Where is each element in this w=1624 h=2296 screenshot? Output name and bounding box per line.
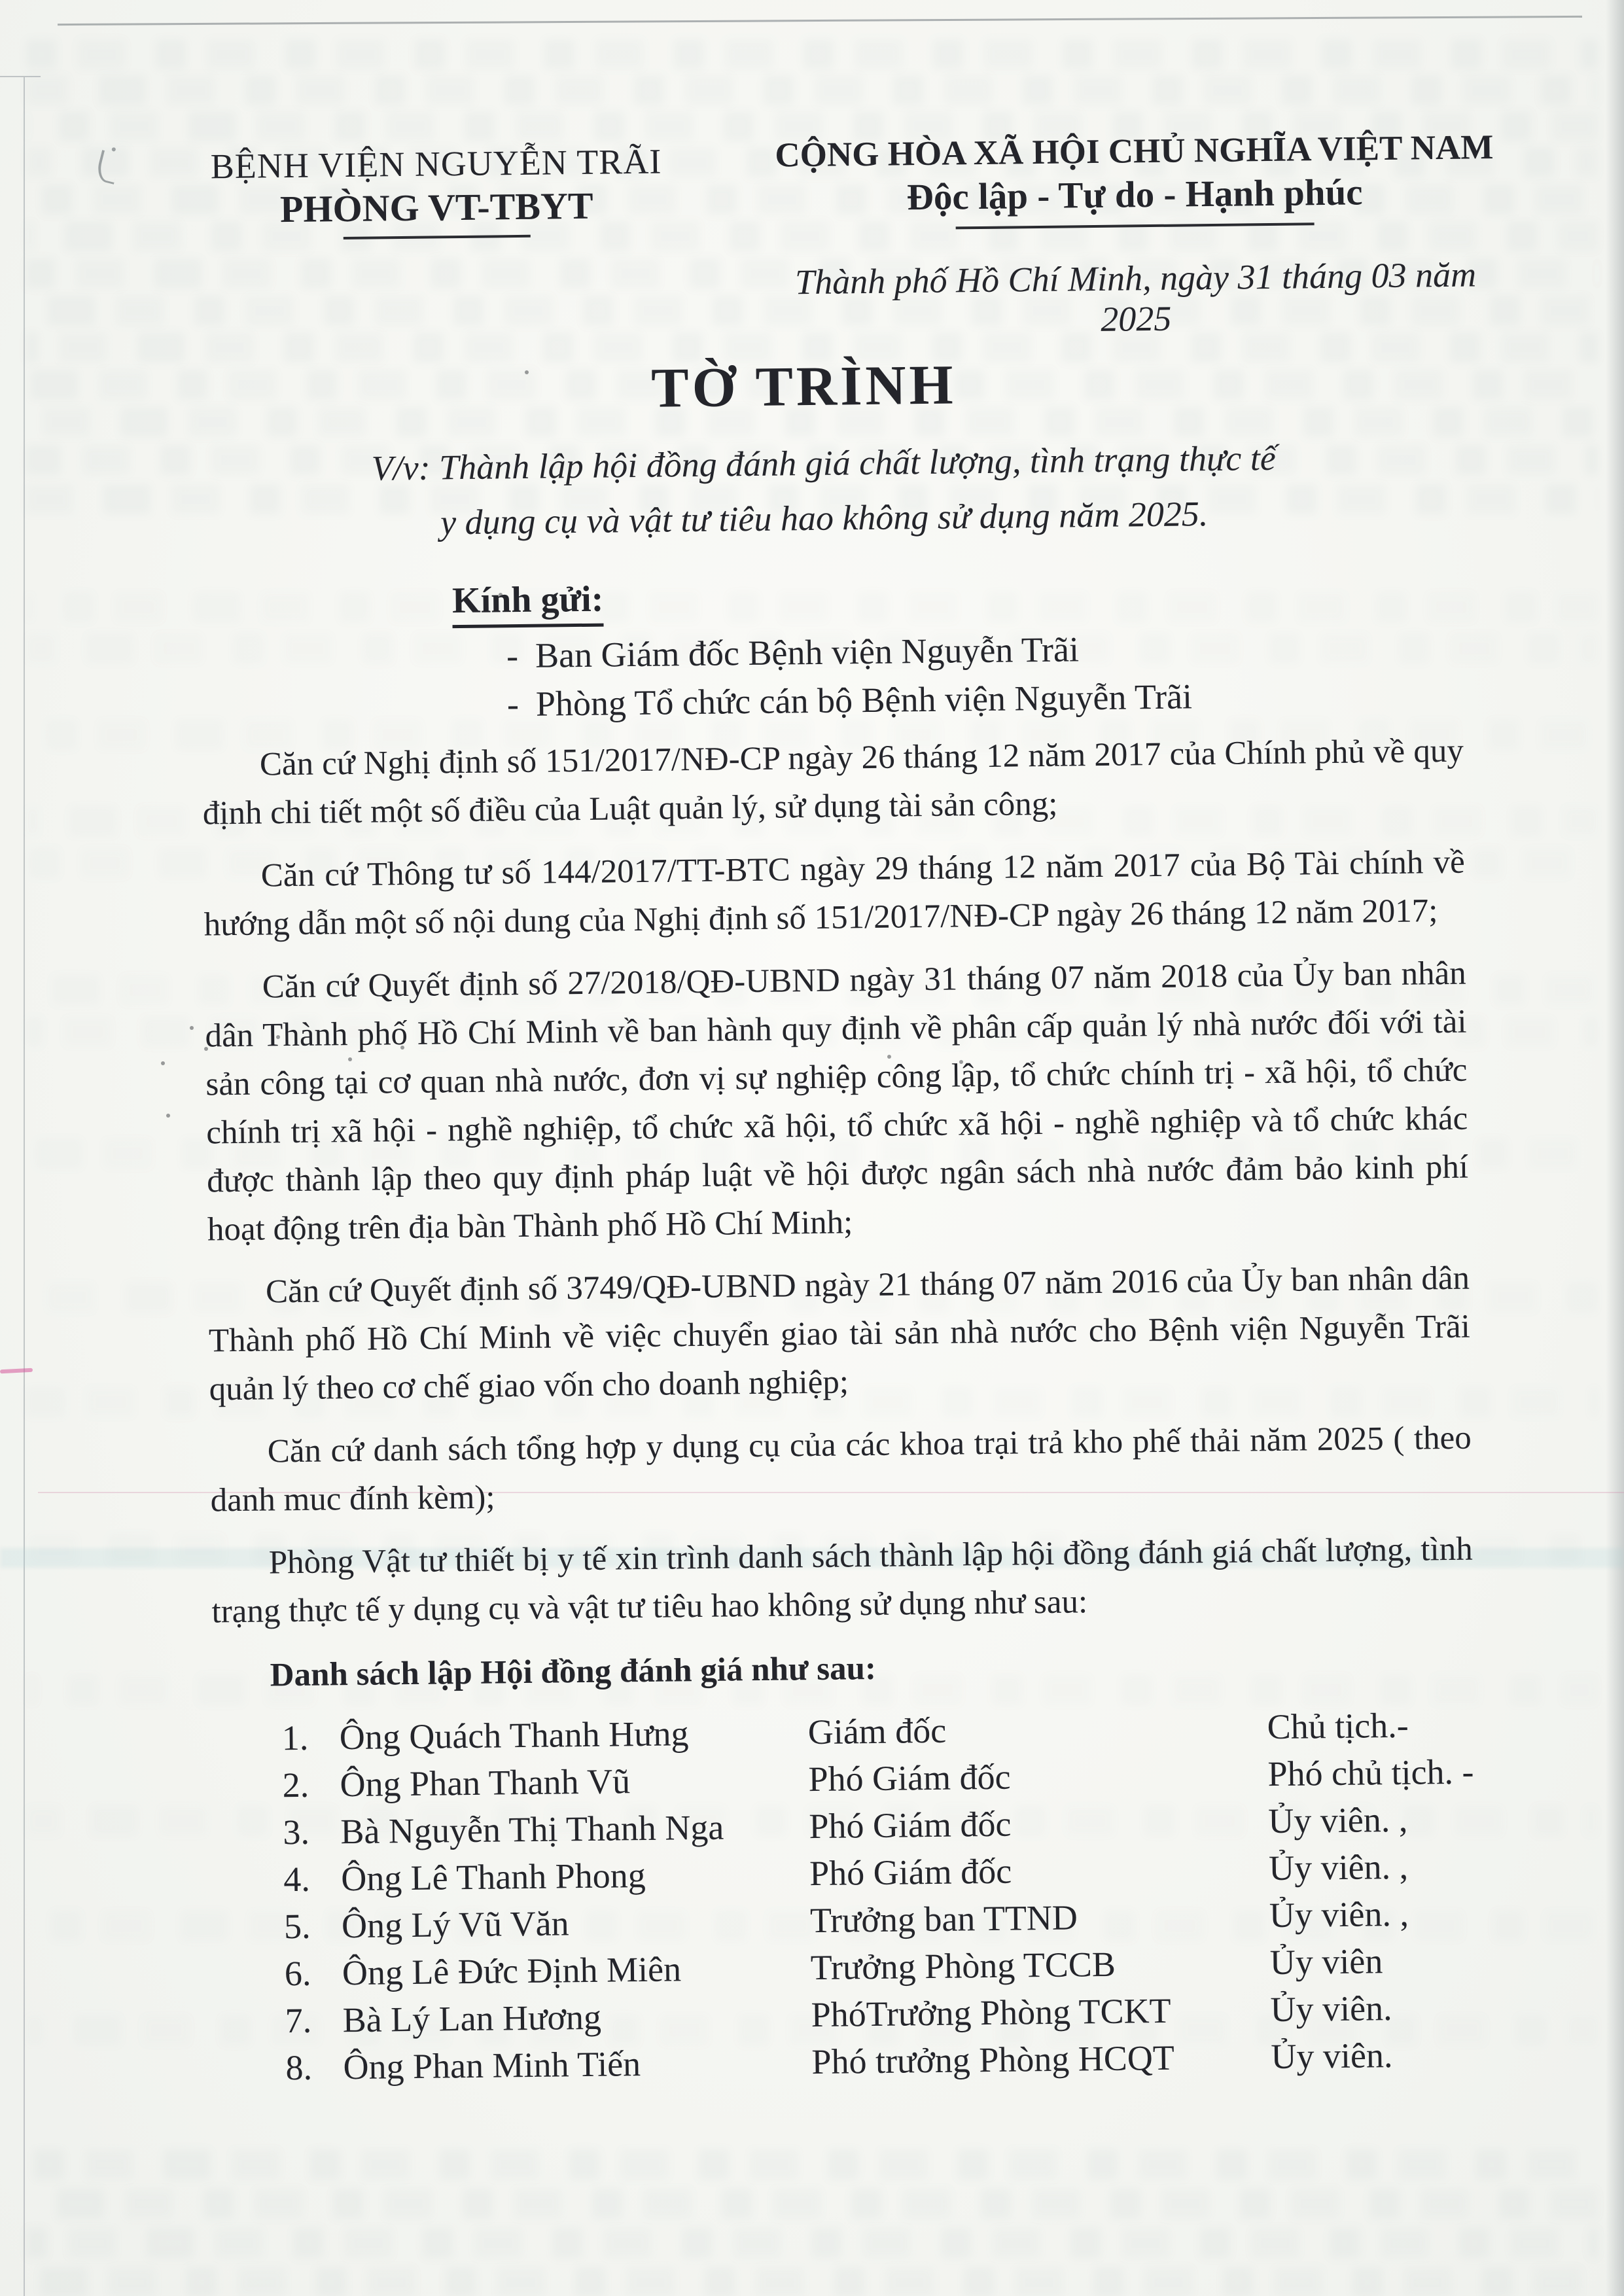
member-title: Trưởng Phòng TCCB [810,1944,1116,1988]
member-role: Ủy viên. , [1269,1894,1409,1935]
member-name: Ông Phan Minh Tiến [343,2044,641,2087]
member-role: Ủy viên. [1270,1988,1392,2030]
member-name: Ông Quách Thanh Hưng [339,1714,689,1757]
legal-basis-paragraph: Căn cứ Nghị định số 151/2017/NĐ-CP ngày 26 tháng 12 năm 2017 của Chính phủ về quy định chi tiết một số điều của Luật quản lý, sử dụng tài sản công; [202,732,1464,832]
issuing-org-block [205,140,668,241]
member-role: Ủy viên [1269,1941,1383,1983]
motto-underline [956,222,1315,229]
member-name: Ông Lý Vũ Văn [341,1903,569,1946]
subject-block [267,429,1381,552]
subject-line-2: y dụng cụ và vật tư tiêu hao không sử dụng năm 2025. [440,494,1209,542]
member-role: Ủy viên. [1271,2036,1393,2077]
member-no: 6. [284,1953,311,1994]
recipient-item [506,625,1192,679]
member-role: Chủ tịch.- [1267,1705,1409,1747]
member-no: 7. [285,2000,312,2041]
proposal-paragraph: Phòng Vật tư thiết bị y tế xin trình danh sách thành lập hội đồng đánh giá chất lượng, tình trạng thực tế y dụng cụ và vật tư tiêu hao không sử dụng như sau: [211,1530,1473,1631]
bullet-dash: - [506,684,520,724]
member-title: Phó Giám đốc [808,1757,1011,1799]
member-name: Bà Nguyễn Thị Thanh Nga [340,1807,724,1852]
member-name: Ông Phan Thanh Vũ [340,1761,631,1805]
member-title: Trưởng ban TTND [809,1898,1078,1941]
recipient-name: Phòng Tổ chức cán bộ Bệnh viện Nguyễn Trãi [535,677,1193,724]
legal-basis-paragraph: Căn cứ Quyết định số 27/2018/QĐ-UBND ngày 31 tháng 07 năm 2018 của Ủy ban nhân dân Thành phố Hồ Chí Minh về ban hành quy định về phân cấp quản lý nhà nước đối với tài sản công tại cơ quan nhà nước, đơn vị sự nghiệp công lập, tổ chức chính trị - xã hội, tổ chức chính trị xã hội - nghề nghiệp, tổ chức xã hội, tổ chức xã hội - nghề nghiệp và tổ chức khác được thành lập theo quy định pháp luật về hội được ngân sách nhà nước đảm bảo kinh phí hoạt động trên địa bàn Thành phố Hồ Chí Minh; [205,955,1469,1248]
member-no: 2. [282,1765,309,1805]
member-title: Phó Giám đốc [809,1851,1012,1894]
legal-basis-paragraph: Căn cứ Thông tư số 144/2017/TT-BTC ngày 29 tháng 12 năm 2017 của Bộ Tài chính về hướng dẫn một số nội dung của Nghị định số 151/2017/NĐ-CP ngày 26 tháng 12 năm 2017; [203,843,1466,944]
national-header-block [758,126,1511,232]
dept-name: PHÒNG VT-TBYT [279,184,593,231]
nation-title: CỘNG HÒA XÃ HỘI CHỦ NGHĨA VIỆT NAM [775,128,1494,175]
member-no: 5. [283,1906,311,1947]
member-no: 3. [283,1812,310,1852]
recipient-name: Ban Giám đốc Bệnh viện Nguyễn Trãi [535,629,1080,675]
member-no: 1. [281,1718,309,1758]
council-list-heading: Danh sách lập Hội đồng đánh giá như sau: [270,1650,877,1694]
member-role: Ủy viên. , [1268,1846,1409,1888]
member-role: Phó chủ tịch. - [1267,1752,1474,1794]
member-no: 8. [285,2047,313,2088]
member-name: Bà Lý Lan Hương [342,1997,602,2040]
member-no: 4. [283,1859,311,1899]
place-date-line: Thành phố Hồ Chí Minh, ngày 31 tháng 03 năm 2025 [794,255,1477,339]
member-title: Phó trưởng Phòng HCQT [811,2038,1175,2082]
salutation-label: Kính gửi: [452,579,604,629]
member-name: Ông Lê Thanh Phong [340,1855,646,1899]
member-name: Ông Lê Đức Định Miên [342,1949,682,1993]
org-underline [344,235,531,239]
bullet-dash: - [506,636,519,676]
member-title: PhóTrưởng Phòng TCKT [811,1990,1171,2035]
salutation [452,578,604,622]
recipient-item [506,673,1192,727]
document-body [202,727,1479,2092]
org-name: BỆNH VIỆN NGUYỄN TRÃI [210,141,662,186]
document-title: TỜ TRÌNH [650,353,957,419]
recipient-list [506,625,1193,730]
council-member-table [281,1701,1478,2091]
member-title: Phó Giám đốc [809,1804,1012,1846]
subject-line-1: V/v: Thành lập hội đồng đánh giá chất lượng, tình trạng thực tế [371,438,1277,488]
member-title: Giám đốc [807,1710,947,1752]
member-role: Ủy viên. , [1267,1799,1408,1841]
legal-basis-paragraph: Căn cứ danh sách tổng hợp y dụng cụ của các khoa trại trả kho phế thải năm 2025 ( theo danh muc đính kèm); [210,1419,1472,1519]
legal-basis-paragraph: Căn cứ Quyết định số 3749/QĐ-UBND ngày 21 tháng 07 năm 2016 của Ủy ban nhân dân Thành phố Hồ Chí Minh về việc chuyển giao tài sản nhà nước cho Bệnh viện Nguyễn Trãi quản lý theo cơ chế giao vốn cho doanh nghiệp; [208,1260,1471,1408]
nation-motto: Độc lập - Tự do - Hạnh phúc [906,171,1363,219]
